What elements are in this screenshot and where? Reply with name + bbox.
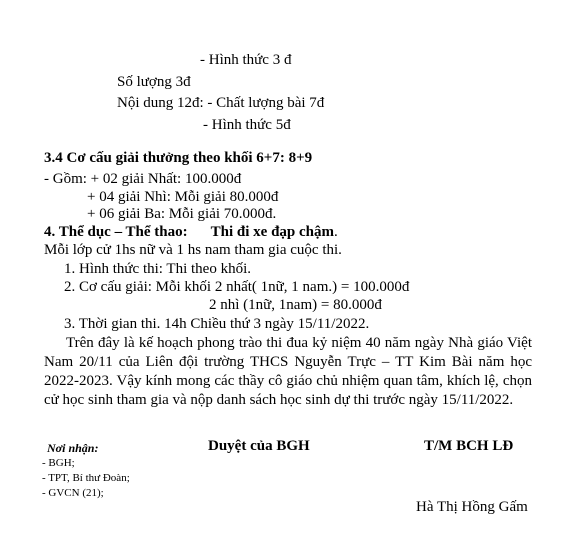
closing-paragraph: Trên đây là kế hoạch phong trào thi đua kỷ niệm 40 năm ngày Nhà giáo Việt Nam 20/11 của Liên đội trường THCS Nguyễn Trực – TT Kim Bài năm học 2022-2023. Vậy kính mong các thầy cô giáo chủ nhiệm quan tâm, khích lệ, chọn cử học sinh tham gia và nộp danh sách học sinh dự thi trước ngày 15/11/2022. [44,335,532,408]
list-item-prizes: 2. Cơ cấu giải: Mỗi khối 2 nhất( 1nữ, 1 nam.) = 100.000đ [64,279,410,295]
section-4-heading-end: . [334,224,338,240]
scoring-content-line: Nội dung 12đ: - Chất lượng bài 7đ [117,95,325,111]
prize-second-line: + 04 giải Nhì: Mỗi giải 80.000đ [87,189,279,205]
signer-title: T/M BCH LĐ [424,438,514,454]
prize-first-line: - Gồm: + 02 giải Nhất: 100.000đ [44,171,242,187]
list-item-prizes-second: 2 nhì (1nữ, 1nam) = 80.000đ [209,297,382,313]
recipient-item: - GVCN (21); [42,487,104,499]
scoring-form-line: - Hình thức 5đ [203,117,291,133]
list-item-time: 3. Thời gian thi. 14h Chiều thứ 3 ngày 15/11/2022. [64,316,370,332]
scoring-presentation-line: - Hình thức 3 đ [200,52,292,68]
prize-third-line: + 06 giải Ba: Mỗi giải 70.000đ. [87,206,277,222]
section-4-heading-event: Thi đi xe đạp chậm [210,224,335,240]
signer-name: Hà Thị Hồng Gấm [416,499,528,515]
recipient-item: - BGH; [42,457,75,469]
section-4-intro: Mỗi lớp cử 1hs nữ và 1 hs nam tham gia cuộc thi. [44,242,342,258]
recipients-label: Nơi nhận: [47,441,99,455]
list-item-format: 1. Hình thức thi: Thi theo khối. [64,261,252,277]
section-3-4-heading: 3.4 Cơ cấu giải thưởng theo khối 6+7: 8+9 [44,150,313,166]
approval-label: Duyệt của BGH [208,438,310,454]
recipient-item: - TPT, Bí thư Đoàn; [42,472,130,484]
section-4-heading [44,224,338,241]
section-4-heading-prefix: 4. Thể dục – Thể thao: [44,224,188,240]
scoring-quantity-line: Số lượng 3đ [117,74,191,90]
